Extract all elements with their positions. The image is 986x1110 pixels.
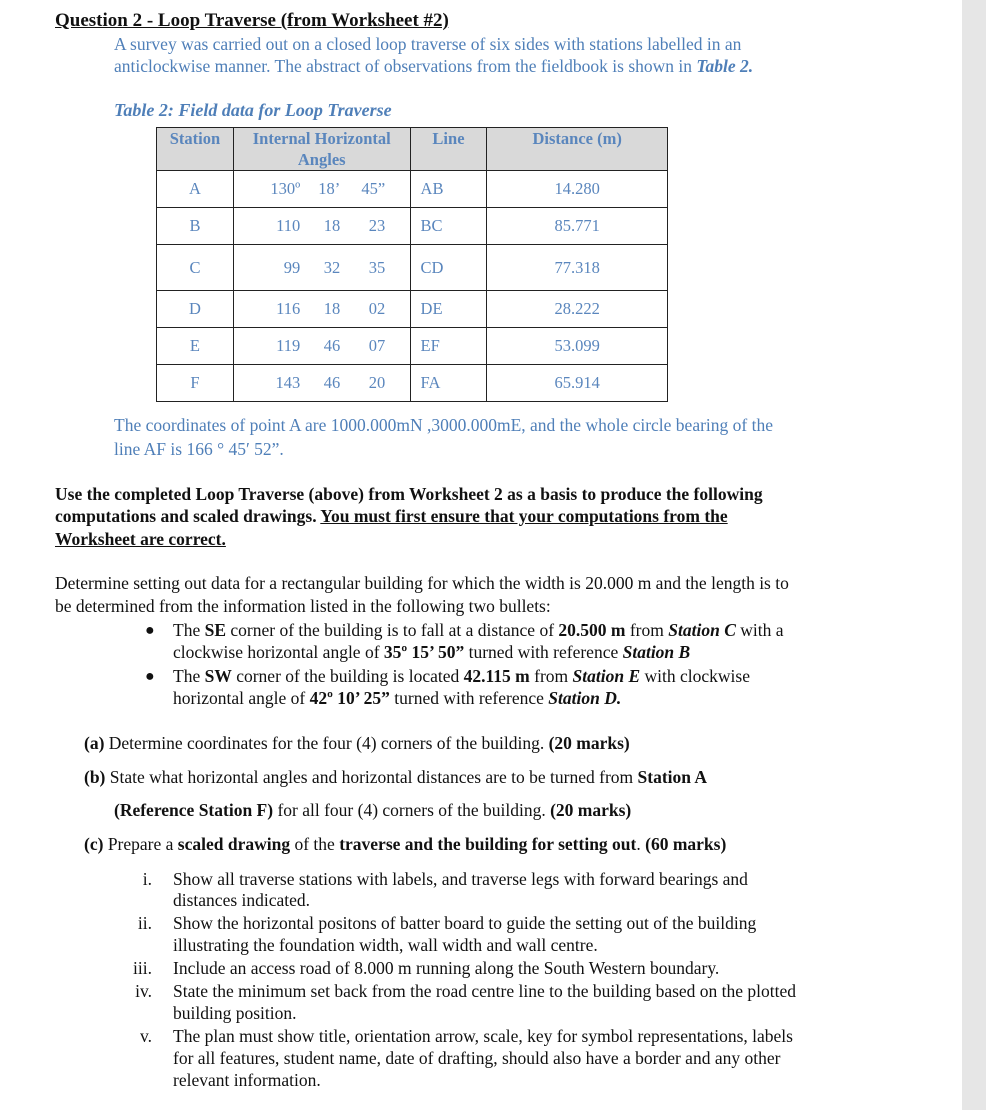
table-row xyxy=(157,245,668,291)
station-ref: Station B xyxy=(622,642,691,662)
station-ref: Station E xyxy=(572,666,641,686)
coordinates-line-2: line AF is 166 ° 45′ 52”. xyxy=(114,439,284,459)
text: corner of the building is located xyxy=(231,666,464,686)
subitem-line: for all features, student name, date of drafting, should also have a border and any other xyxy=(173,1048,781,1068)
part-label: (a) xyxy=(84,733,105,753)
angle-minutes: 32 xyxy=(323,257,341,277)
text: Determine coordinates for the four (4) corners of the building. xyxy=(104,733,549,753)
part-a xyxy=(84,733,630,754)
text: The xyxy=(173,666,205,686)
bullet-1-line-1 xyxy=(173,620,784,641)
intro-line-1: A survey was carried out on a closed loop traverse of six sides with stations labelled in an xyxy=(114,34,742,54)
cell-distance: 77.318 xyxy=(487,245,668,291)
text: with a xyxy=(735,620,784,640)
cell-line: EF xyxy=(410,328,487,365)
reference-station: (Reference Station F) xyxy=(114,800,274,820)
subitem-number: iv. xyxy=(135,981,152,1001)
subitem-line: The plan must show title, orientation arrow, scale, key for symbol representations, labels xyxy=(173,1026,793,1046)
header-angles xyxy=(233,128,410,171)
text: . xyxy=(636,834,646,854)
text: of the xyxy=(290,834,340,854)
subitem-line: illustrating the foundation width, wall width and wall centre. xyxy=(173,935,598,955)
text: with clockwise xyxy=(640,666,750,686)
part-b-line-1 xyxy=(84,767,707,788)
angle-degrees: 143 xyxy=(275,373,301,392)
text: State what horizontal angles and horizontal distances are to be turned from xyxy=(105,767,638,787)
station-ref: Station C xyxy=(668,620,736,640)
table-caption: Table 2: Field data for Loop Traverse xyxy=(114,100,392,120)
cell-line: BC xyxy=(410,208,487,245)
cell-line: CD xyxy=(410,245,487,291)
bullet-1-line-2 xyxy=(173,642,690,663)
determine-line-2: be determined from the information listed in the following two bullets: xyxy=(55,596,551,616)
subitem-line: State the minimum set back from the road centre line to the building based on the plotted xyxy=(173,981,797,1001)
scrollbar[interactable] xyxy=(962,0,986,1110)
instruction-text: computations and scaled drawings. xyxy=(55,506,321,526)
cell-distance: 53.099 xyxy=(487,328,668,365)
angle-seconds: 02 xyxy=(368,299,386,318)
cell-station: F xyxy=(157,365,234,402)
header-distance: Distance (m) xyxy=(487,128,668,171)
angle-degrees: 116 xyxy=(276,299,301,318)
part-b-line-2 xyxy=(114,800,631,821)
subitem-number: i. xyxy=(142,869,152,889)
subitem-line: Show the horizontal positons of batter board to guide the setting out of the building xyxy=(173,913,757,933)
angle-minutes: 18’ xyxy=(318,179,341,198)
table-row xyxy=(157,208,668,245)
subitem-line: Show all traverse stations with labels, and traverse legs with forward bearings and xyxy=(173,869,748,889)
marks: (20 marks) xyxy=(548,733,630,753)
text: from xyxy=(529,666,573,686)
table-row xyxy=(157,291,668,328)
intro-text: anticlockwise manner. The abstract of observations from the fieldbook is shown in xyxy=(114,56,697,76)
distance-value: 42.115 m xyxy=(463,666,530,686)
angle-seconds: 45” xyxy=(361,179,386,198)
text: from xyxy=(625,620,669,640)
table-row xyxy=(157,365,668,402)
text: horizontal angle of xyxy=(173,688,310,708)
cell-line: AB xyxy=(410,171,487,208)
angle-seconds: 20 xyxy=(368,373,386,392)
part-label: (c) xyxy=(84,834,104,854)
cell-angle xyxy=(233,365,410,402)
question-title: Question 2 - Loop Traverse (from Worksheet #2) xyxy=(55,10,449,31)
cell-angle xyxy=(233,245,410,291)
instruction-line-3: Worksheet are correct. xyxy=(55,529,226,549)
cell-line: FA xyxy=(410,365,487,402)
text: The xyxy=(173,620,205,640)
subitem-line: building position. xyxy=(173,1003,297,1023)
field-data-table xyxy=(156,127,668,402)
marks: (60 marks) xyxy=(645,834,727,854)
bullet-dot: ● xyxy=(145,622,155,639)
emphasis: traverse and the building for setting out xyxy=(339,834,637,854)
cell-distance: 14.280 xyxy=(487,171,668,208)
cell-station: D xyxy=(157,291,234,328)
bullet-dot: ● xyxy=(145,668,155,685)
subitem-line: Include an access road of 8.000 m running along the South Western boundary. xyxy=(173,958,720,978)
header-angles-line2: Angles xyxy=(297,150,346,169)
angle-seconds: 35 xyxy=(368,257,386,277)
table-row xyxy=(157,328,668,365)
marks: (20 marks) xyxy=(550,800,632,820)
header-line: Line xyxy=(410,128,487,171)
text: turned with reference xyxy=(464,642,623,662)
emphasis: scaled drawing xyxy=(177,834,291,854)
text: corner of the building is to fall at a distance of xyxy=(226,620,559,640)
cell-station: C xyxy=(157,245,234,291)
subitem-line: distances indicated. xyxy=(173,890,311,910)
angle-seconds: 07 xyxy=(368,336,386,355)
instruction-line-1: Use the completed Loop Traverse (above) from Worksheet 2 as a basis to produce the following xyxy=(55,484,763,504)
coordinates-line-1: The coordinates of point A are 1000.000mN ,3000.000mE, and the whole circle bearing of the xyxy=(114,415,773,435)
angle-value: 42º 10’ 25” xyxy=(309,688,390,708)
cell-angle xyxy=(233,208,410,245)
part-c xyxy=(84,834,726,855)
text: turned with reference xyxy=(389,688,549,708)
table-row xyxy=(157,171,668,208)
header-station: Station xyxy=(157,128,234,171)
corner-label: SE xyxy=(204,620,226,640)
station-ref: Station D. xyxy=(548,688,622,708)
instruction-line-2 xyxy=(55,506,728,527)
angle-minutes: 46 xyxy=(323,336,341,355)
distance-value: 20.500 m xyxy=(558,620,626,640)
subitem-number: iii. xyxy=(133,958,152,978)
intro-line-2 xyxy=(114,56,753,77)
part-label: (b) xyxy=(84,767,106,787)
cell-distance: 28.222 xyxy=(487,291,668,328)
angle-minutes: 18 xyxy=(323,299,341,318)
bullet-2-line-2 xyxy=(173,688,621,709)
station-ref: Station A xyxy=(637,767,708,787)
instruction-underlined: You must first ensure that your computations from the xyxy=(320,506,728,526)
cell-distance: 85.771 xyxy=(487,208,668,245)
angle-degrees: 130º xyxy=(270,179,301,198)
subitem-number: ii. xyxy=(137,913,152,933)
angle-seconds: 23 xyxy=(368,216,386,235)
subitem-line: relevant information. xyxy=(173,1070,321,1090)
angle-degrees: 110 xyxy=(276,216,301,235)
text: Prepare a xyxy=(103,834,178,854)
cell-angle xyxy=(233,291,410,328)
cell-station: A xyxy=(157,171,234,208)
header-angles-line1: Internal Horizontal xyxy=(252,129,391,148)
bullet-2-line-1 xyxy=(173,666,750,687)
angle-degrees: 119 xyxy=(276,336,301,355)
cell-angle xyxy=(233,328,410,365)
table-header-row xyxy=(157,128,668,171)
angle-value: 35º 15’ 50” xyxy=(383,642,465,662)
subitem-number: v. xyxy=(140,1026,152,1046)
cell-station: B xyxy=(157,208,234,245)
angle-degrees: 99 xyxy=(283,257,301,277)
cell-angle xyxy=(233,171,410,208)
corner-label: SW xyxy=(204,666,232,686)
angle-minutes: 46 xyxy=(323,373,341,392)
cell-line: DE xyxy=(410,291,487,328)
cell-station: E xyxy=(157,328,234,365)
angle-minutes: 18 xyxy=(323,216,341,235)
determine-line-1: Determine setting out data for a rectangular building for which the width is 20.000 m and the length is to xyxy=(55,573,789,593)
text: clockwise horizontal angle of xyxy=(173,642,384,662)
text: for all four (4) corners of the building. xyxy=(273,800,551,820)
cell-distance: 65.914 xyxy=(487,365,668,402)
table-reference: Table 2. xyxy=(696,56,754,76)
